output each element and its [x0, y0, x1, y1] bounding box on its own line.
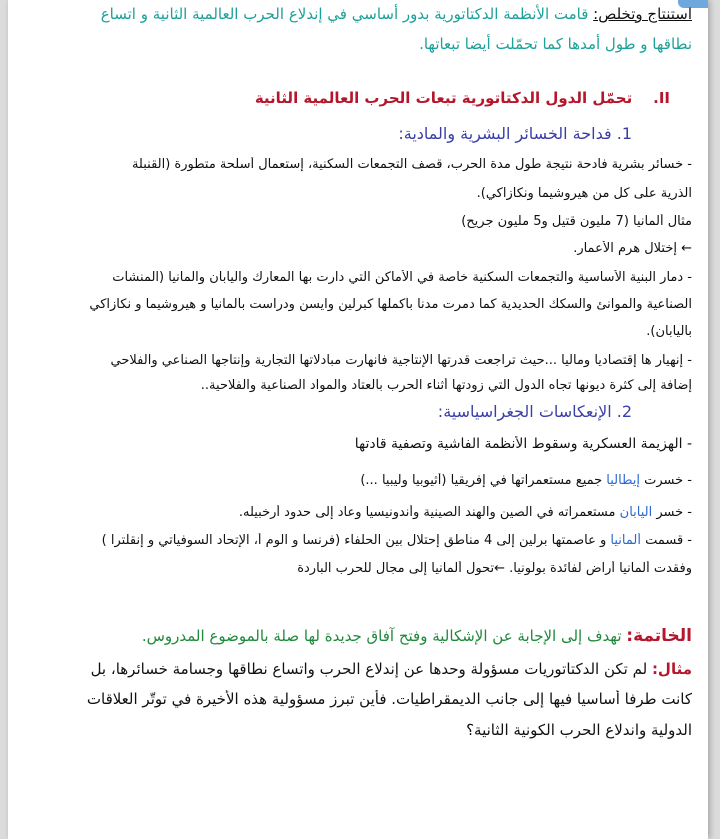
- p7-rest: و عاصمتها برلين إلى 4 مناطق إحتلال بين الحلفاء (فرنسا و الوم أ، الإتحاد السوفياتي و إنقلترا ): [101, 533, 611, 548]
- p1-line-3: مثال ألمانيا (7 مليون قتيل و5 مليون جريح): [461, 214, 692, 229]
- document-page: [8, 0, 708, 839]
- intro-line-2: نطاقها و طول أمدها كما تحمّلت أيضا تبعاتها.: [419, 35, 692, 53]
- section-heading: [30, 89, 670, 107]
- p5-rest: جميع مستعمراتها في إفريقيا (أثيوبيا وليبيا ...): [360, 473, 607, 488]
- intro-text: قامت الأنظمة الدكتاتورية بدور أساسي في إندلاع الحرب العالمية الثانية و اتساع: [100, 5, 594, 23]
- p7-line-1: [30, 533, 692, 548]
- intro-line-1: [30, 0, 692, 28]
- example-line-2: كانت طرفا أساسيا فيها إلى جانب الديمقراطيات. فأين تبرز مسؤولية هذه الأخيرة في توتّر العلاقات: [86, 690, 692, 708]
- p2-line-1: - دمار البنية الأساسية والتجمعات السكنية خاصة في الأماكن التي دارت بها المعارك واليابان والمانيا (المنشآت: [112, 270, 692, 285]
- p1-line-1: - خسائر بشرية فادحة نتيجة طول مدة الحرب، قصف التجمعات السكنية، إستعمال أسلحة متطورة (القنبلة: [131, 157, 692, 172]
- p7-prefix: - قسمت: [640, 533, 692, 548]
- p5-prefix: - خسرت: [640, 473, 692, 488]
- example-line-3: الدولية واندلاع الحرب الكونية الثانية؟: [466, 721, 692, 739]
- p3-line-1: - إنهيار ها إقتصاديا وماليا ...حيث تراجعت قدرتها الإنتاجية فانهارت مبادلاتها التجارية وإنتاجها الصناعي والفلاحي: [110, 353, 692, 368]
- p2-line-2: الصناعية والموانئ والسكك الحديدية كما دمرت مدنا بأكملها كبرلين وايسن ودراست بألمانيا و هيروشيما و نكازاكي: [89, 297, 692, 312]
- subsection-1-title: 1. فداحة الخسائر البشرية والمادية:: [398, 124, 632, 143]
- example-text: لم تكن الدكتاتوريات مسؤولة وحدها عن إندلاع الحرب واتساع نطاقها وجسامة خسائرها، بل: [90, 660, 652, 678]
- italy-word: إيطاليا: [606, 473, 640, 488]
- p3-line-2: إضافة إلى كثرة ديونها تجاه الدول التي زودتها أثناء الحرب بالعتاد والمواد الصناعية والفلاحية..: [200, 378, 692, 393]
- p1-line-2: الذرية على كل من هيروشيما ونكازاكي).: [476, 186, 692, 201]
- example-label: مثال:: [651, 660, 692, 678]
- p6-prefix: - خسر: [652, 505, 692, 520]
- p6-rest: مستعمراته في الصين والهند الصينية وأندونيسيا وعاد إلى حدود أرخبيله.: [238, 505, 620, 520]
- japan-word: اليابان: [619, 505, 653, 520]
- subsection-2-title: 2. الإنعكاسات الجغراسياسية:: [437, 402, 632, 421]
- conclusion-line: [30, 626, 692, 646]
- intro-label: استنتاج وتخلص:: [593, 5, 692, 23]
- p7-line-2: وفقدت ألمانيا أراض لفائدة بولونيا. ←تحول ألمانيا إلى مجال للحرب الباردة: [297, 561, 692, 576]
- conclusion-text: تهدف إلى الإجابة عن الإشكالية وفتح آفاق جديدة لها صلة بالموضوع المدروس.: [141, 627, 627, 645]
- p2-line-3: باليابان).: [646, 324, 692, 339]
- p4-line: - الهزيمة العسكرية وسقوط الأنظمة الفاشية وتصفية قادتها: [354, 436, 692, 452]
- example-line-1: [30, 660, 692, 678]
- section-number: II.: [653, 89, 670, 107]
- p6-line: [30, 505, 692, 520]
- section-title: تحمّل الدول الدكتاتورية تبعات الحرب العالمية الثانية: [254, 89, 633, 107]
- germany-word: ألمانيا: [610, 533, 641, 548]
- p5-line: [30, 473, 692, 488]
- conclusion-label: الخاتمة:: [626, 626, 692, 646]
- p1-line-4: ← إختلال هرم الأعمار.: [573, 241, 692, 256]
